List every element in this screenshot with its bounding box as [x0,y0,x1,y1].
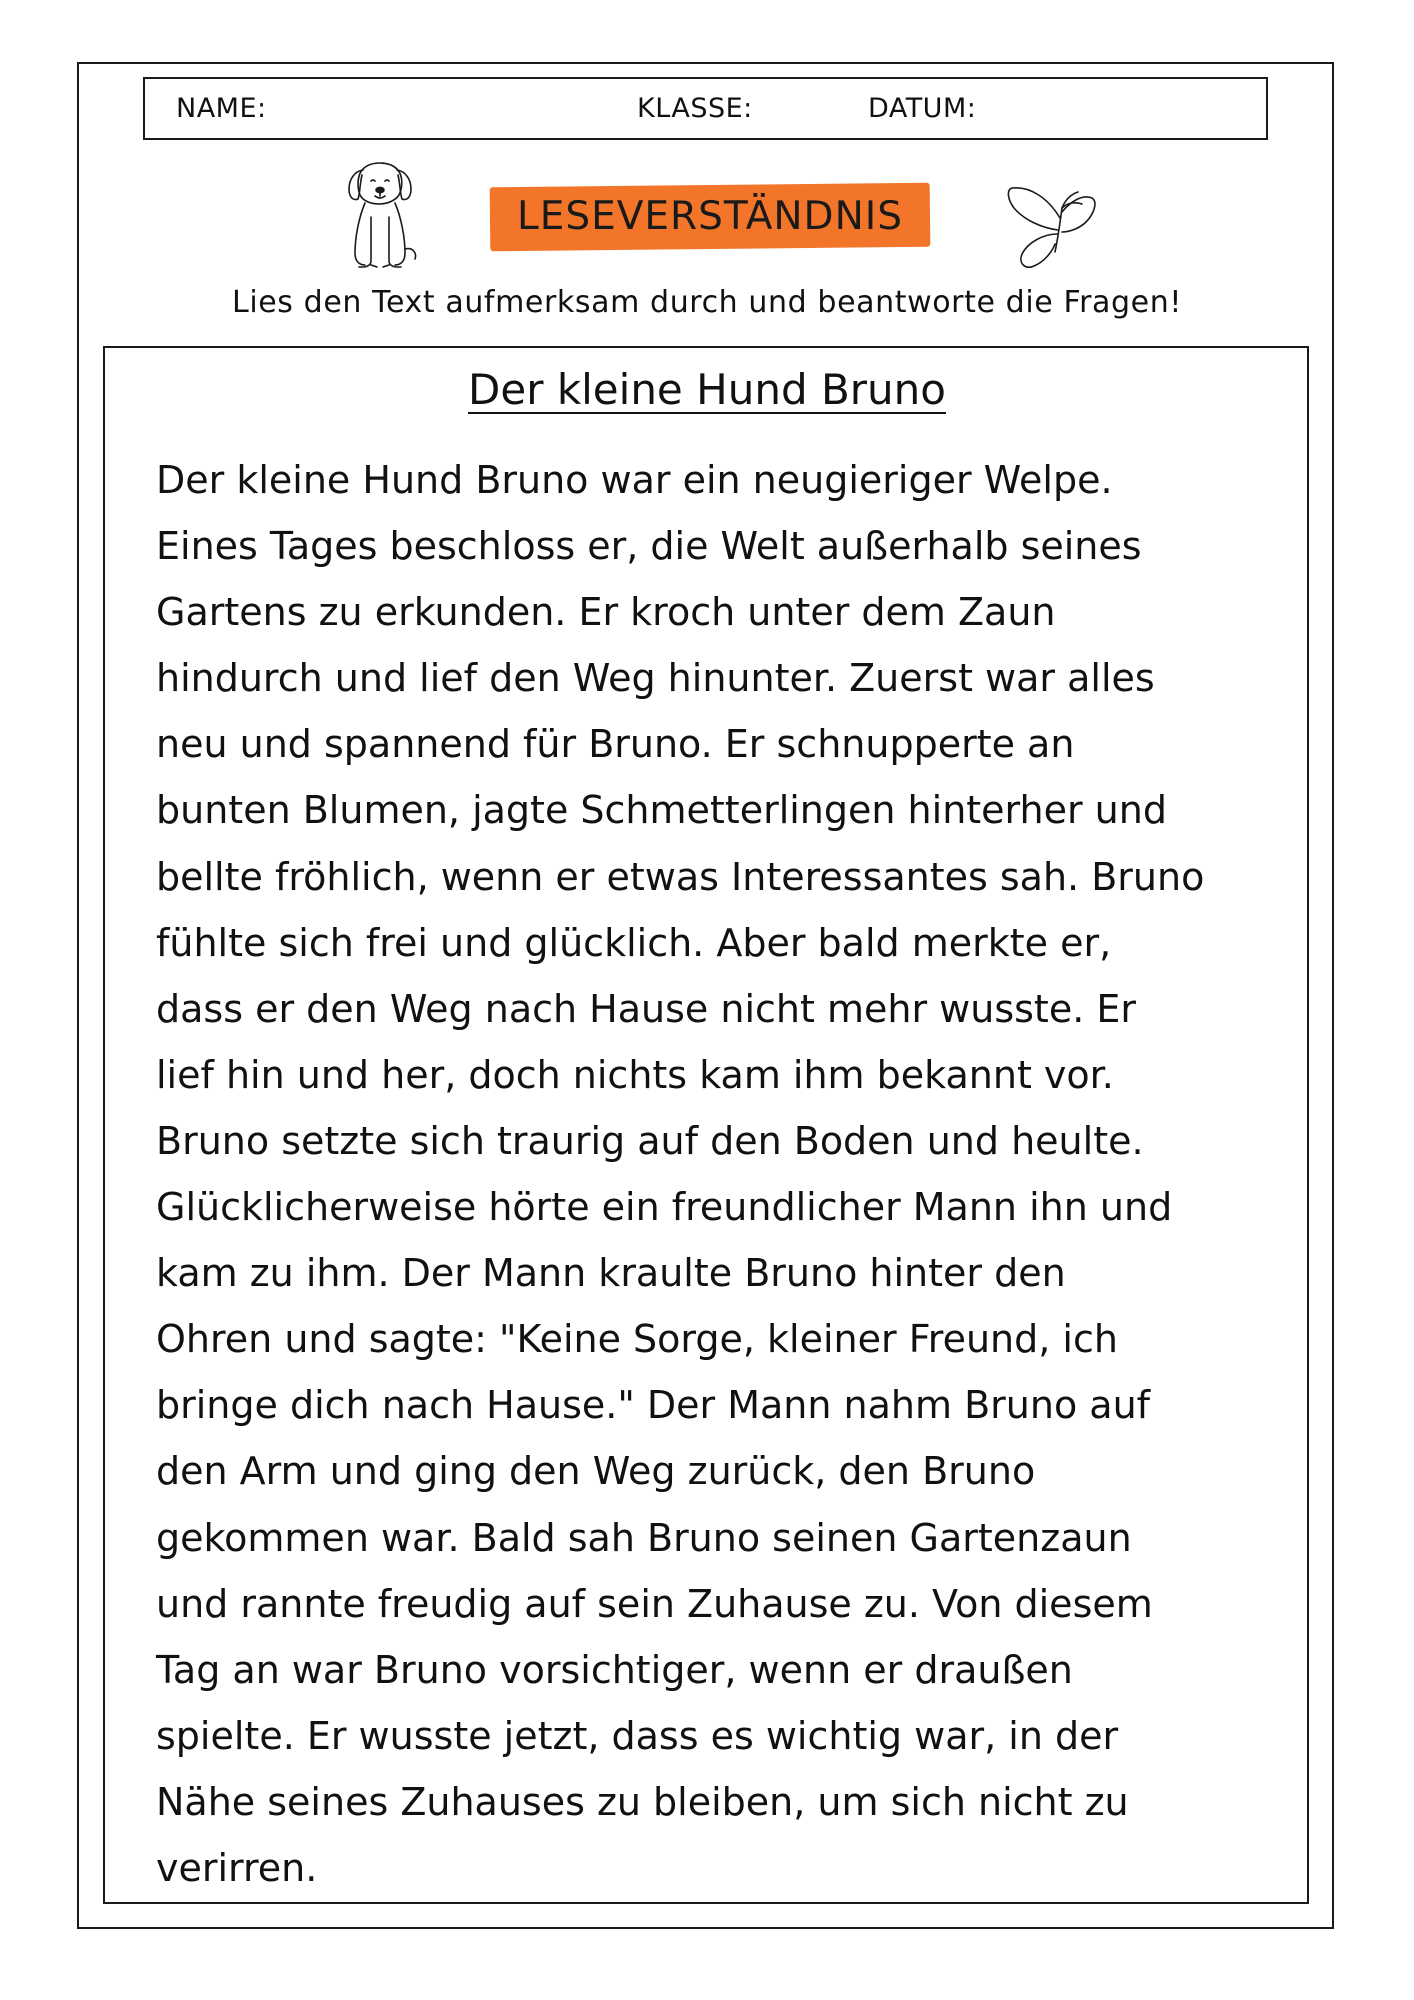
story-title-text: Der kleine Hund Bruno [468,365,946,414]
story-line: Eines Tages beschloss er, die Welt außerhalb seines [156,524,1142,569]
story-line: Der kleine Hund Bruno war ein neugieriger Welpe. [156,458,1113,502]
date-label: DATUM: [868,93,977,124]
story-line: Ohren und sagte: "Keine Sorge, kleiner Freund, ich [156,1317,1118,1362]
story-line: verirren. [156,1845,318,1890]
story-line: dass er den Weg nach Hause nicht mehr wusste. Er [156,986,1136,1031]
story-line: spielte. Er wusste jetzt, dass es wichtig war, in der [156,1713,1119,1758]
story-line: Nähe seines Zuhauses zu bleiben, um sich nicht zu [156,1779,1129,1824]
name-label: NAME: [176,93,267,124]
story-line: und rannte freudig auf sein Zuhause zu. Von diesem [156,1581,1153,1626]
story-line: fühlte sich frei und glücklich. Aber bald merkte er, [156,920,1112,965]
story-line: hindurch und lief den Weg hinunter. Zuerst war alles [156,656,1155,701]
story-line: lief hin und her, doch nichts kam ihm bekannt vor. [156,1052,1114,1097]
butterfly-icon [1000,168,1110,278]
class-label: KLASSE: [637,93,753,124]
story-line: bellte fröhlich, wenn er etwas Interessantes sah. Bruno [156,854,1205,899]
story-line: Glücklicherweise hörte ein freundlicher Mann ihn und [156,1185,1173,1230]
story-line: Gartens zu erkunden. Er kroch unter dem Zaun [156,590,1056,635]
story-line: gekommen war. Bald sah Bruno seinen Gartenzaun [156,1515,1132,1560]
worksheet-title: LESEVERSTÄNDNIS [516,194,904,239]
story-text [156,447,1276,1901]
story-line: Tag an war Bruno vorsichtiger, wenn er draußen [156,1647,1073,1692]
story-line: neu und spannend für Bruno. Er schnupperte an [156,722,1075,767]
dog-icon [333,157,425,272]
story-line: Bruno setzte sich traurig auf den Boden und heulte. [156,1118,1144,1163]
story-line: bunten Blumen, jagte Schmetterlingen hinterher und [156,788,1167,833]
story-title [0,360,1414,420]
instruction-text: Lies den Text aufmerksam durch und beantworte die Fragen! [232,285,1182,320]
student-info-header [143,77,1268,140]
story-line: kam zu ihm. Der Mann kraulte Bruno hinter den [156,1251,1066,1296]
story-line: bringe dich nach Hause." Der Mann nahm Bruno auf [156,1383,1151,1428]
story-line: den Arm und ging den Weg zurück, den Bruno [156,1449,1036,1494]
